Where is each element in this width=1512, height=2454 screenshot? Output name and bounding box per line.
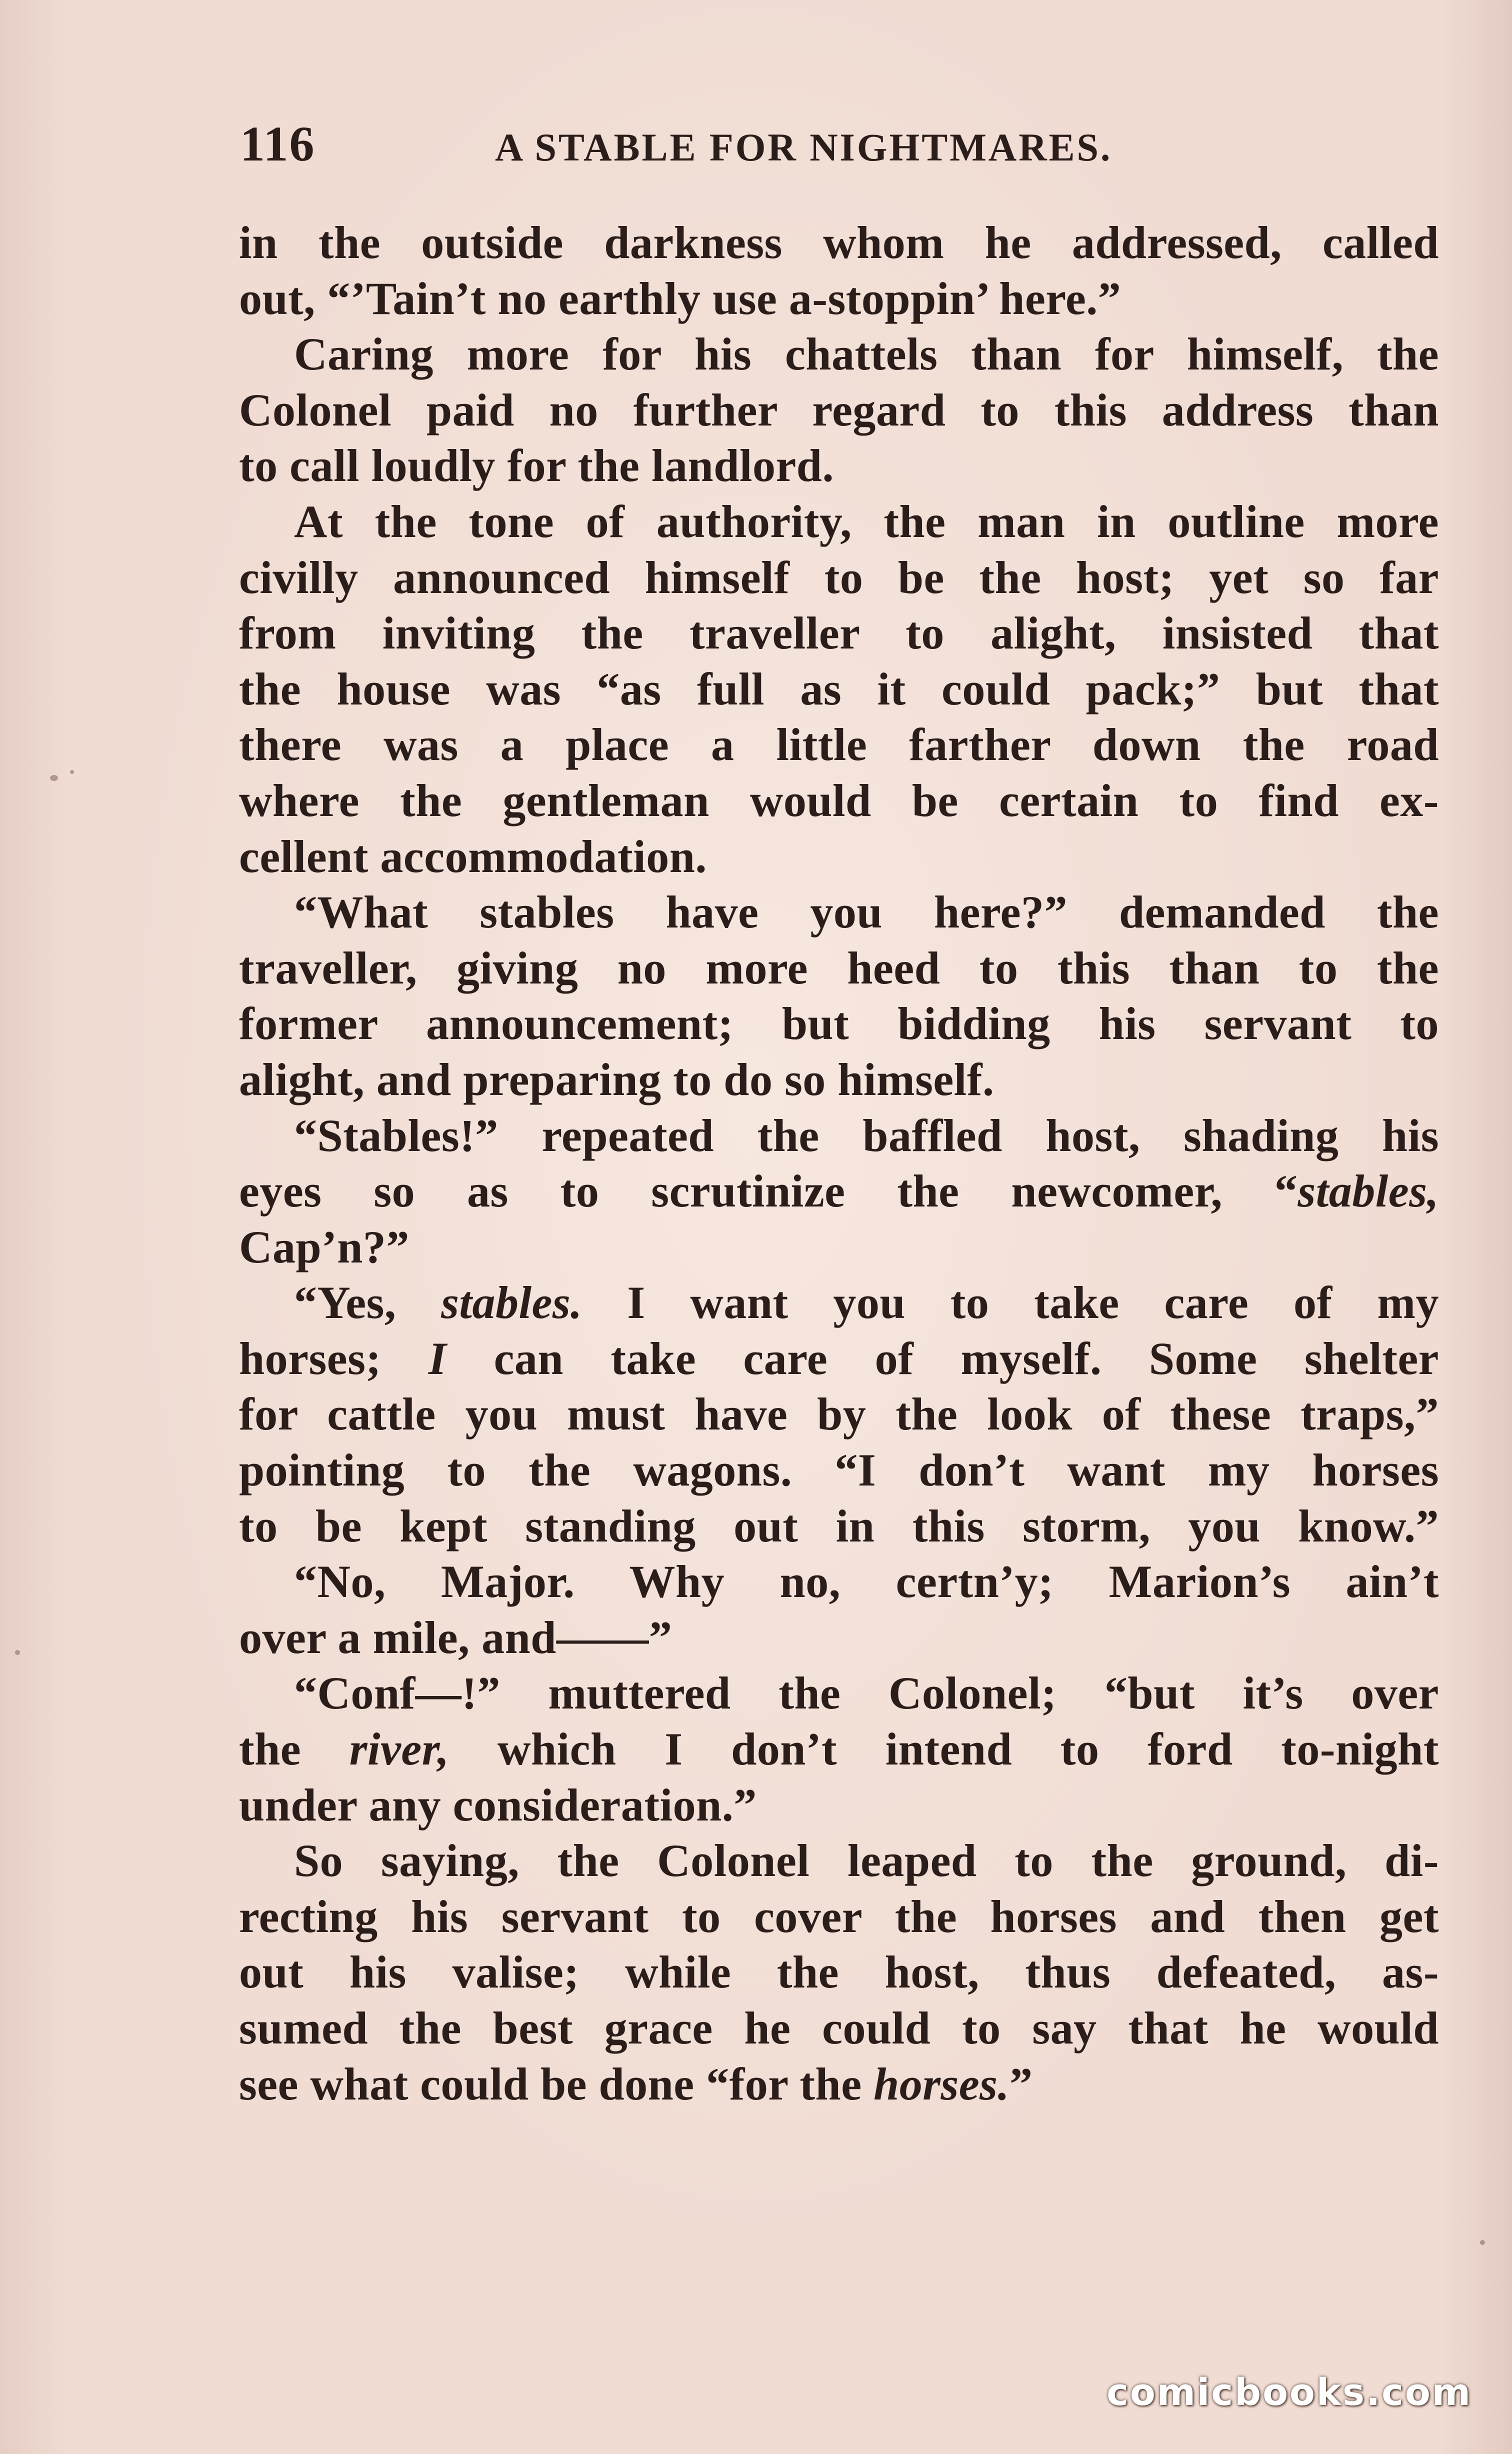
- text-line: [239, 717, 1439, 773]
- text-line: [239, 1666, 1439, 1722]
- page-number: 116: [240, 116, 316, 172]
- text-segment: “Yes,: [294, 1277, 442, 1328]
- text-segment: alight, and preparing to do so himself.: [239, 1054, 994, 1105]
- text-line: [239, 1220, 1439, 1276]
- text-line: [239, 940, 1439, 996]
- text-line: [239, 996, 1439, 1052]
- text-segment: can take care of myself. Some shelter: [446, 1332, 1439, 1384]
- text-line: [239, 773, 1439, 829]
- text-segment: “No, Major. Why no, certn’y; Marion’s ain’t: [294, 1556, 1439, 1608]
- text-line: [239, 662, 1439, 718]
- text-line: [239, 1386, 1439, 1442]
- text-segment: Colonel paid no further regard to this address than: [239, 384, 1439, 436]
- text-segment: traveller, giving no more heed to this than to the: [239, 942, 1439, 994]
- text-line: [239, 494, 1439, 550]
- text-segment: ”: [1009, 2058, 1033, 2110]
- text-line: [239, 382, 1439, 438]
- text-line: [239, 1164, 1439, 1220]
- text-segment: Cap’n?”: [239, 1221, 410, 1272]
- text-segment: “Conf—!” muttered the Colonel; “but it’s over: [294, 1668, 1439, 1719]
- text-line: [239, 1108, 1439, 1164]
- text-line: [239, 1554, 1439, 1610]
- text-segment: to be kept standing out in this storm, you know.”: [239, 1500, 1439, 1552]
- italic-text: stables.: [441, 1277, 582, 1328]
- text-segment: pointing to the wagons. “I don’t want my horses: [239, 1444, 1439, 1496]
- page-header: [240, 115, 1440, 175]
- text-line: [239, 215, 1439, 271]
- text-line: [239, 1498, 1439, 1554]
- text-segment: Caring more for his chattels than for himself, the: [294, 328, 1439, 380]
- text-line: [239, 1442, 1439, 1498]
- text-segment: see what could be done “for the: [239, 2058, 874, 2110]
- text-segment: former announcement; but bidding his servant to: [239, 998, 1439, 1050]
- text-segment: eyes so as to scrutinize the newcomer, “: [239, 1166, 1298, 1217]
- text-segment: under any consideration.”: [239, 1779, 757, 1830]
- text-segment: At the tone of authority, the man in outline more: [294, 496, 1439, 547]
- text-segment: “Stables!” repeated the baffled host, shading his: [294, 1110, 1439, 1161]
- text-segment: civilly announced himself to be the host; yet so far: [239, 552, 1439, 603]
- text-segment: cellent accommodation.: [239, 830, 707, 882]
- text-segment: where the gentleman would be certain to find ex-: [239, 774, 1439, 826]
- text-line: [239, 884, 1439, 940]
- italic-text: stables,: [1298, 1166, 1439, 1217]
- italic-text: I: [428, 1332, 447, 1384]
- text-line: [239, 1052, 1439, 1108]
- paper-speck: [50, 775, 58, 781]
- text-segment: “What stables have you here?” demanded the: [294, 886, 1439, 938]
- text-segment: to call loudly for the landlord.: [239, 440, 834, 492]
- italic-text: river,: [349, 1724, 450, 1775]
- italic-text: horses.: [874, 2058, 1010, 2110]
- text-segment: over a mile, and——”: [239, 1612, 672, 1663]
- text-segment: for cattle you must have by the look of these traps,”: [239, 1388, 1439, 1440]
- text-segment: out, “’Tain’t no earthly use a-stoppin’ here.”: [239, 272, 1122, 324]
- text-line: [239, 606, 1439, 662]
- text-segment: which I don’t intend to ford to-night: [449, 1724, 1439, 1775]
- text-line: [239, 1722, 1439, 1778]
- text-segment: I want you to take care of my: [582, 1277, 1439, 1328]
- text-segment: recting his servant to cover the horses and then get: [239, 1890, 1439, 1942]
- paper-speck: [1480, 2240, 1485, 2245]
- text-line: [239, 438, 1439, 494]
- watermark: comicbooks.com: [1106, 2371, 1472, 2414]
- running-head: A STABLE FOR NIGHTMARES.: [495, 126, 1112, 169]
- text-segment: out his valise; while the host, thus defeated, as-: [239, 1946, 1439, 1998]
- text-line: [239, 1889, 1439, 1945]
- text-segment: horses;: [239, 1332, 428, 1384]
- paper-speck: [15, 1650, 20, 1655]
- text-line: [239, 1833, 1439, 1889]
- text-line: [239, 271, 1439, 327]
- text-segment: the house was “as full as it could pack;” but that: [239, 663, 1439, 714]
- body-text: [239, 215, 1439, 2112]
- text-segment: in the outside darkness whom he addressed, called: [239, 217, 1439, 268]
- text-segment: there was a place a little farther down the road: [239, 719, 1439, 770]
- text-segment: the: [239, 1724, 350, 1775]
- text-line: [239, 2056, 1439, 2112]
- text-line: [239, 1778, 1439, 1834]
- text-segment: from inviting the traveller to alight, insisted that: [239, 608, 1439, 659]
- text-line: [239, 1275, 1439, 1331]
- text-segment: So saying, the Colonel leaped to the ground, di-: [294, 1835, 1439, 1886]
- text-line: [239, 326, 1439, 382]
- text-line: [239, 1331, 1439, 1387]
- text-line: [239, 2000, 1439, 2056]
- text-line: [239, 550, 1439, 606]
- text-line: [239, 1610, 1439, 1666]
- paper-speck: [70, 770, 74, 774]
- text-line: [239, 829, 1439, 885]
- text-line: [239, 1944, 1439, 2000]
- text-segment: sumed the best grace he could to say that he would: [239, 2002, 1439, 2054]
